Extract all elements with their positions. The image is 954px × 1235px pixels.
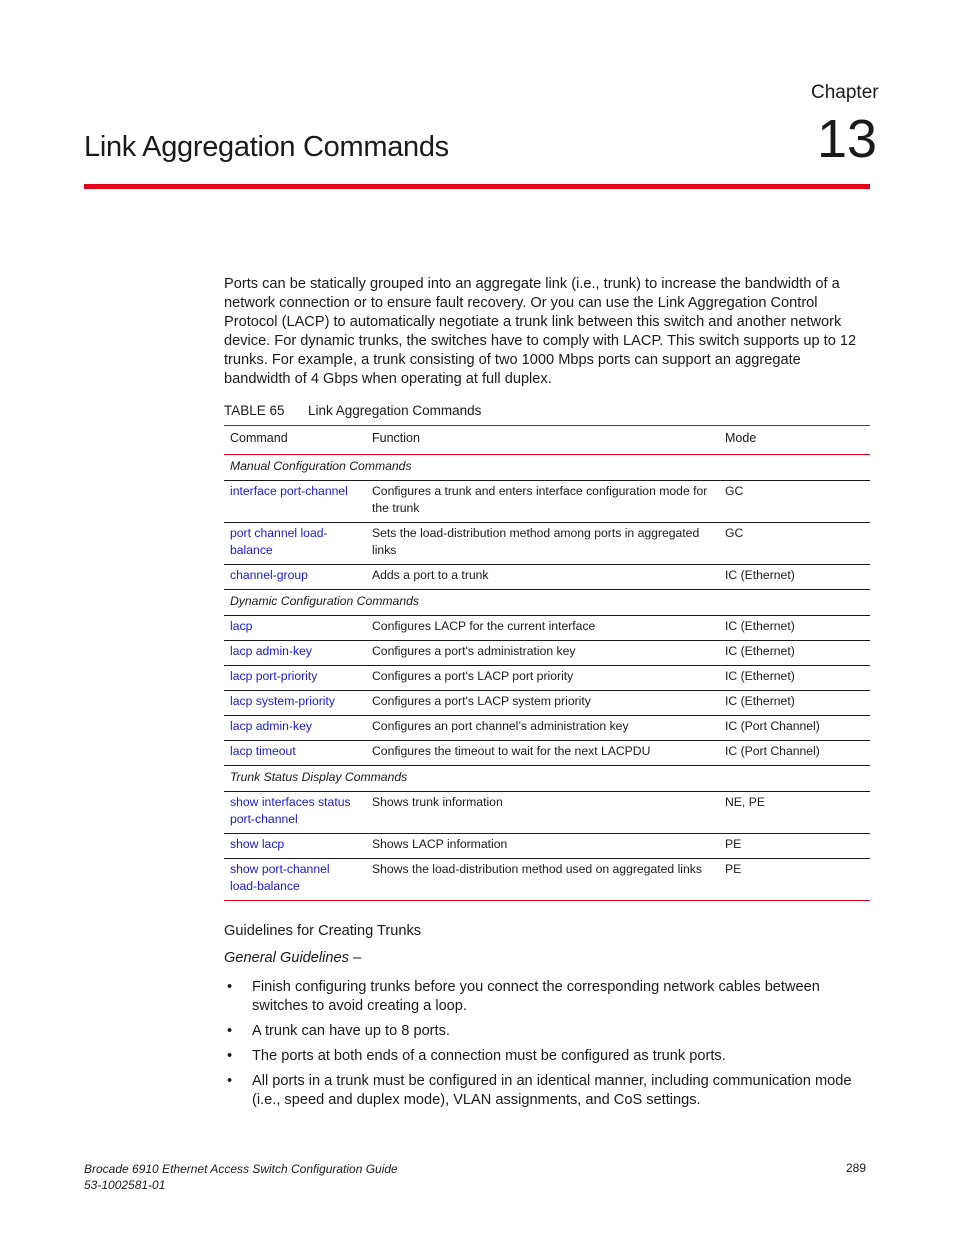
list-item xyxy=(224,1047,870,1066)
table-section-row xyxy=(224,766,870,792)
command-link-text[interactable]: channel-group xyxy=(230,568,308,582)
mode-cell: NE, PE xyxy=(725,795,765,809)
section-label: Manual Configuration Commands xyxy=(230,459,412,473)
footer-doc-number: 53-1002581-01 xyxy=(84,1178,166,1192)
command-link[interactable] xyxy=(224,859,366,901)
command-link-text[interactable]: show interfaces status port-channel xyxy=(230,795,351,826)
command-link[interactable] xyxy=(224,523,366,565)
page-number: 289 xyxy=(846,1161,867,1175)
bullet-text: Finish configuring trunks before you connect the corresponding network cables between switches to avoid creating a loop. xyxy=(252,979,820,1014)
command-link-text[interactable]: port channel load-balance xyxy=(230,526,328,557)
function-cell: Configures LACP for the current interface xyxy=(372,619,596,633)
command-link[interactable] xyxy=(224,792,366,834)
bullet-icon: • xyxy=(227,1072,233,1089)
command-link-text[interactable]: lacp xyxy=(230,619,253,633)
table-row xyxy=(224,616,870,641)
command-link-text[interactable]: show lacp xyxy=(230,837,285,851)
table-row xyxy=(224,565,870,590)
table-row xyxy=(224,641,870,666)
function-cell: Configures an port channel’s administration key xyxy=(372,719,629,733)
section-label: Trunk Status Display Commands xyxy=(230,770,408,784)
mode-cell: GC xyxy=(725,526,744,540)
chapter-number: 13 xyxy=(817,109,878,169)
command-link-text[interactable]: lacp admin-key xyxy=(230,719,312,733)
list-item xyxy=(224,1072,870,1110)
bullet-text: The ports at both ends of a connection must be configured as trunk ports. xyxy=(252,1047,726,1064)
mode-cell: PE xyxy=(725,837,742,851)
footer-title: Brocade 6910 Ethernet Access Switch Configuration Guide xyxy=(84,1162,398,1176)
function-cell: Adds a port to a trunk xyxy=(372,568,489,582)
table-section-row xyxy=(224,455,870,481)
table-row xyxy=(224,792,870,834)
table-row xyxy=(224,859,870,901)
mode-cell: IC (Ethernet) xyxy=(725,568,795,582)
list-item xyxy=(224,978,870,1016)
command-link[interactable] xyxy=(224,481,366,523)
table-row xyxy=(224,716,870,741)
function-cell: Configures a port's LACP port priority xyxy=(372,669,574,683)
mode-cell: IC (Ethernet) xyxy=(725,694,795,708)
table-row xyxy=(224,834,870,859)
page-title: Link Aggregation Commands xyxy=(84,131,449,163)
function-cell: Shows the load-distribution method used on aggregated links xyxy=(372,862,702,876)
bullet-text: All ports in a trunk must be configured in an identical manner, including communication mode (i.e., speed and duplex mode), VLAN assignments, and CoS settings. xyxy=(252,1072,852,1108)
table-label: TABLE 65 xyxy=(224,403,285,418)
command-link[interactable] xyxy=(224,716,366,741)
bullet-icon: • xyxy=(227,979,233,995)
mode-cell: IC (Ethernet) xyxy=(725,644,795,658)
function-cell: Shows trunk information xyxy=(372,795,503,809)
guidelines-list xyxy=(224,978,870,1115)
command-link-text[interactable]: lacp port-priority xyxy=(230,669,318,683)
header-function: Function xyxy=(372,431,420,445)
command-link[interactable] xyxy=(224,565,366,590)
command-link[interactable] xyxy=(224,641,366,666)
command-link[interactable] xyxy=(224,741,366,766)
command-link-text[interactable]: show port-channel load-balance xyxy=(230,862,330,893)
header-command: Command xyxy=(230,431,288,445)
function-cell: Configures a port's LACP system priority xyxy=(372,694,591,708)
header-mode: Mode xyxy=(725,431,757,445)
function-cell: Configures the timeout to wait for the next LACPDU xyxy=(372,744,651,758)
table-caption xyxy=(224,403,481,418)
table-row xyxy=(224,481,870,523)
command-link[interactable] xyxy=(224,666,366,691)
command-link-text[interactable]: lacp timeout xyxy=(230,744,296,758)
intro-paragraph: Ports can be statically grouped into an aggregate link (i.e., trunk) to increase the bandwidth of a network connection or to ensure fault recovery. Or you can use the Link Aggregation Control Protocol (LACP) to automatically negotiate a trunk link between this switch and another network device. For dynamic trunks, the switches have to comply with LACP. This switch supports up to 12 trunks. For example, a trunk consisting of two 1000 Mbps ports can support an aggregate bandwidth of 4 Gbps when operating at full duplex. xyxy=(224,276,857,387)
function-cell: Shows LACP information xyxy=(372,837,508,851)
chapter-label: Chapter xyxy=(811,82,879,103)
mode-cell: IC (Port Channel) xyxy=(725,744,820,758)
function-cell: Sets the load-distribution method among ports in aggregated links xyxy=(372,526,700,557)
mode-cell: PE xyxy=(725,862,742,876)
commands-table xyxy=(224,425,870,901)
table-row xyxy=(224,691,870,716)
bullet-icon: • xyxy=(227,1022,233,1039)
command-link-text[interactable]: lacp admin-key xyxy=(230,644,312,658)
table-row xyxy=(224,741,870,766)
bullet-icon: • xyxy=(227,1047,233,1064)
table-header-row xyxy=(224,426,870,455)
footer-doc-info xyxy=(84,1161,398,1193)
bullet-text: A trunk can have up to 8 ports. xyxy=(252,1022,450,1039)
mode-cell: IC (Ethernet) xyxy=(725,669,795,683)
function-cell: Configures a port's administration key xyxy=(372,644,576,658)
table-section-row xyxy=(224,590,870,616)
table-title: Link Aggregation Commands xyxy=(308,403,482,418)
mode-cell: IC (Port Channel) xyxy=(725,719,820,733)
command-link[interactable] xyxy=(224,691,366,716)
guidelines-heading: Guidelines for Creating Trunks xyxy=(224,923,422,939)
table-row xyxy=(224,523,870,565)
title-rule xyxy=(84,184,870,189)
section-label: Dynamic Configuration Commands xyxy=(230,594,419,608)
mode-cell: IC (Ethernet) xyxy=(725,619,795,633)
command-link-text[interactable]: interface port-channel xyxy=(230,484,348,498)
command-link-text[interactable]: lacp system-priority xyxy=(230,694,335,708)
table-row xyxy=(224,666,870,691)
list-item xyxy=(224,1022,870,1041)
mode-cell: GC xyxy=(725,484,744,498)
guidelines-subheading: General Guidelines – xyxy=(224,950,362,966)
command-link[interactable] xyxy=(224,834,366,859)
command-link[interactable] xyxy=(224,616,366,641)
function-cell: Configures a trunk and enters interface configuration mode for the trunk xyxy=(372,484,708,515)
